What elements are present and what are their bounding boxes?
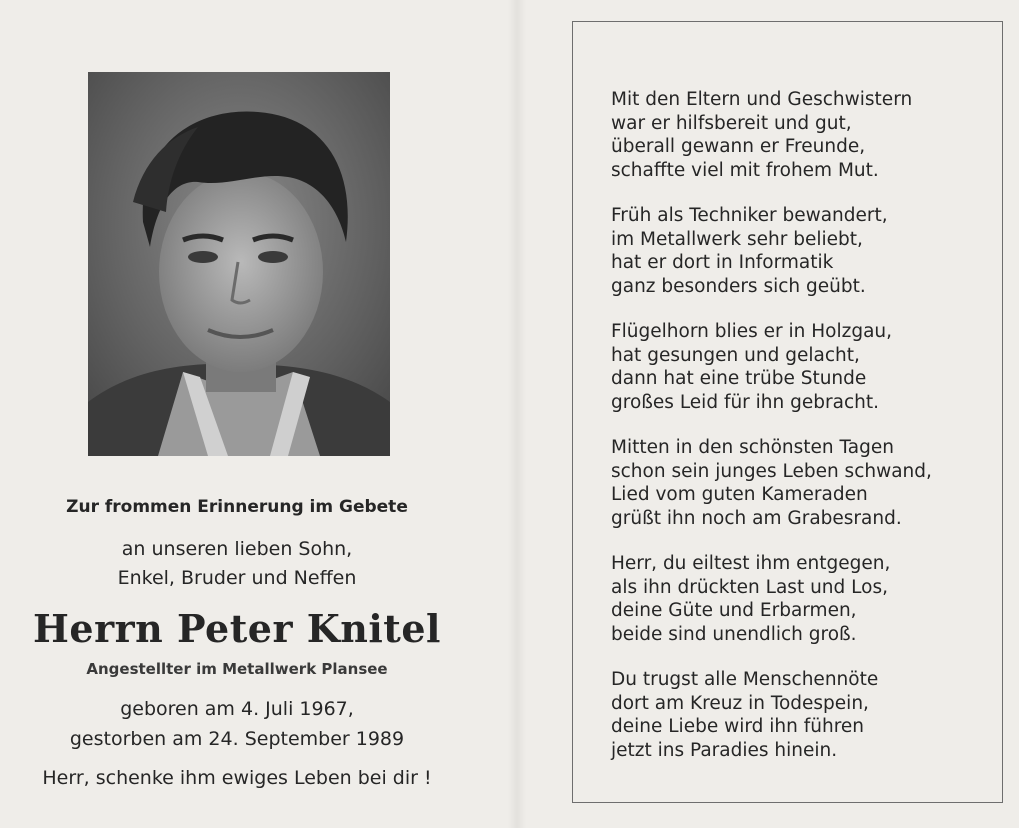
verse-line: Herr, du eiltest ihm entgegen, xyxy=(611,553,891,574)
verses-block xyxy=(611,88,1001,784)
verse-line: grüßt ihn noch am Grabesrand. xyxy=(611,507,902,529)
portrait-photo-graphic xyxy=(88,72,390,456)
death-date-line: gestorben am 24. September 1989 xyxy=(69,728,405,750)
stanza-3 xyxy=(611,320,1001,414)
verse-line: Lied vom guten Kameraden xyxy=(611,484,868,505)
card-fold xyxy=(508,0,526,828)
verse-line: im Metallwerk sehr beliebt, xyxy=(611,228,863,250)
verse-line: ganz besonders sich geübt. xyxy=(611,275,866,297)
stanza-5 xyxy=(611,552,1001,646)
portrait-photo xyxy=(88,72,390,456)
verse-line: Mit den Eltern und Geschwistern xyxy=(611,89,913,110)
deceased-name: Herrn Peter Knitel xyxy=(33,606,441,651)
relation-line-2: Enkel, Bruder und Neffen xyxy=(117,567,357,589)
verse-line: als ihn drückten Last und Los, xyxy=(611,576,888,598)
stanza-1 xyxy=(611,88,1001,182)
verse-line: Du trugst alle Menschennöte xyxy=(611,669,879,690)
verse-line: Mitten in den schönsten Tagen xyxy=(611,437,894,458)
verse-line: hat gesungen und gelacht, xyxy=(611,344,860,366)
verse-line: beide sind unendlich groß. xyxy=(611,623,857,645)
verse-line: Früh als Techniker bewandert, xyxy=(611,205,888,226)
stanza-2 xyxy=(611,204,1001,298)
memory-line: Zur frommen Erinnerung im Gebete xyxy=(66,497,408,517)
verse-line: hat er dort in Informatik xyxy=(611,252,834,273)
verse-line: deine Liebe wird ihn führen xyxy=(611,716,865,737)
occupation-line: Angestellter im Metallwerk Plansee xyxy=(86,660,388,678)
verse-line: dort am Kreuz in Todespein, xyxy=(611,692,869,714)
verse-line: schaffte viel mit frohem Mut. xyxy=(611,159,879,181)
stanza-6 xyxy=(611,668,1001,762)
verse-line: deine Güte und Erbarmen, xyxy=(611,600,857,621)
prayer-line: Herr, schenke ihm ewiges Leben bei dir ! xyxy=(42,767,432,789)
verse-line: großes Leid für ihn gebracht. xyxy=(611,391,879,413)
verse-line: Flügelhorn blies er in Holzgau, xyxy=(611,321,893,342)
verse-line: jetzt ins Paradies hinein. xyxy=(611,739,838,761)
relation-line-1: an unseren lieben Sohn, xyxy=(121,538,353,560)
verse-line: dann hat eine trübe Stunde xyxy=(611,368,867,389)
verse-line: überall gewann er Freunde, xyxy=(611,136,866,157)
birth-date-line: geboren am 4. Juli 1967, xyxy=(120,698,354,720)
stanza-4 xyxy=(611,436,1001,530)
verse-line: schon sein junges Leben schwand, xyxy=(611,460,932,482)
verse-line: war er hilfsbereit und gut, xyxy=(611,112,852,134)
